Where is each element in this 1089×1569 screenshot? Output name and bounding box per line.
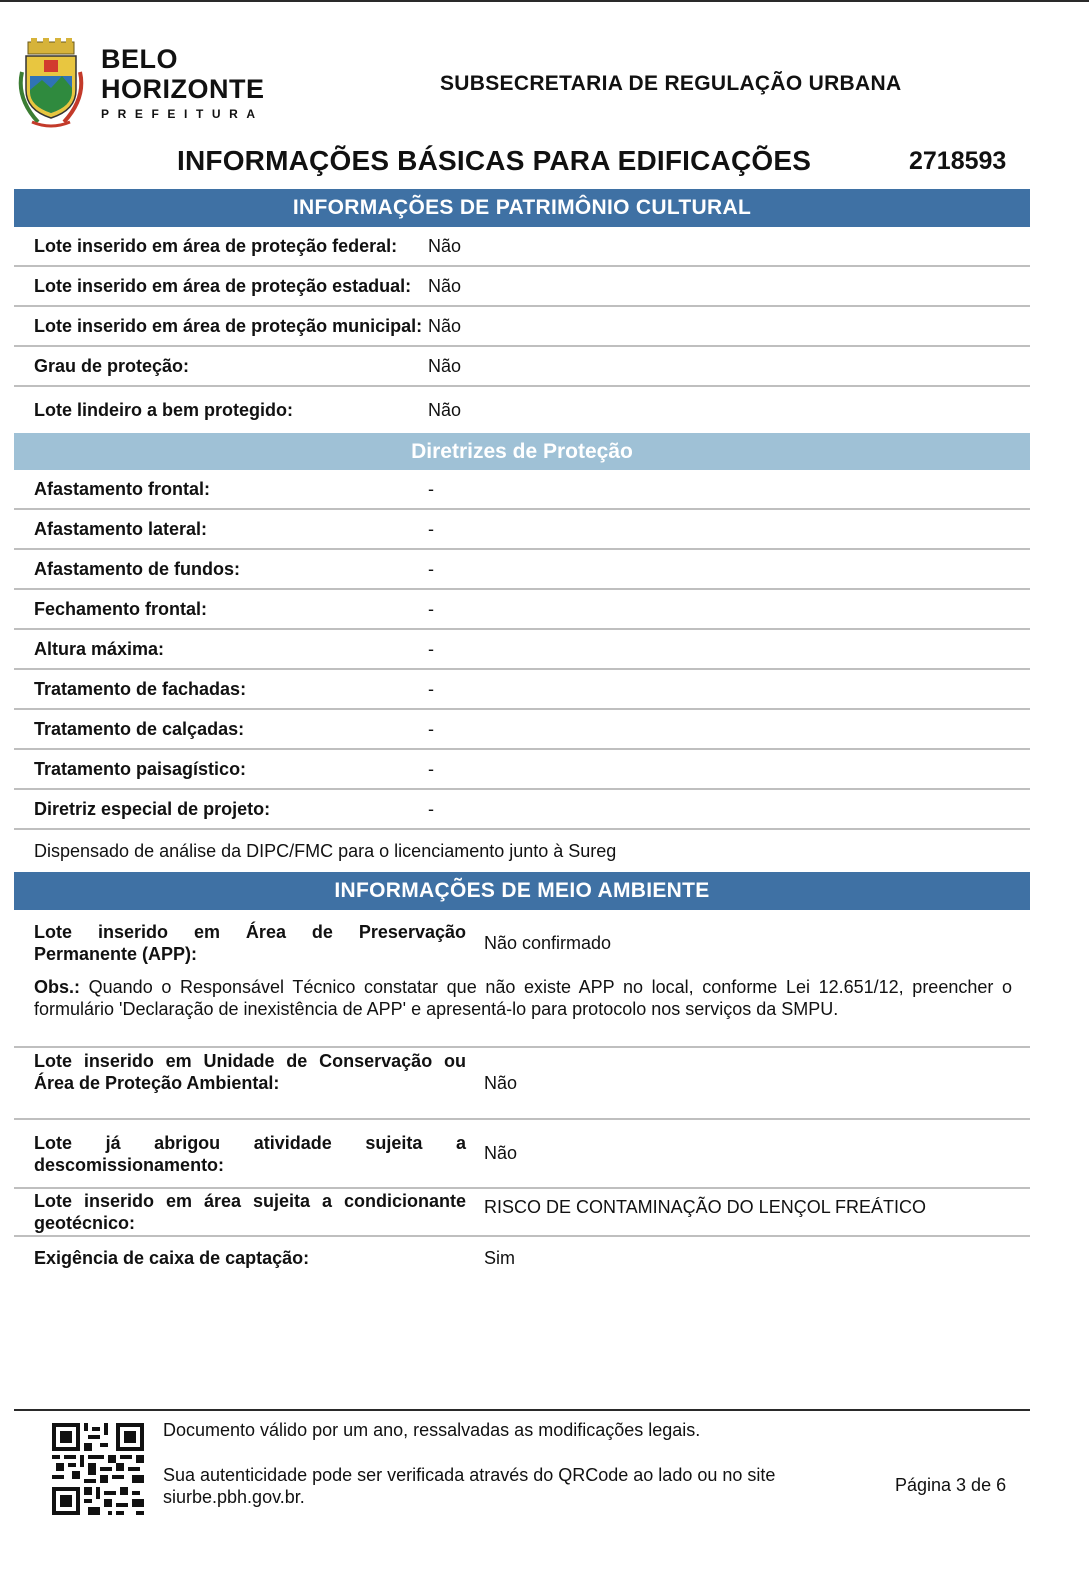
authenticity-notice: Sua autenticidade pode ser verificada através do QRCode ao lado ou no site siurbe.pbh.gov.br. [163,1465,776,1507]
patrimonio-row [14,387,1030,433]
document-number: 2718593 [909,147,1007,175]
row-value: Não [428,315,462,336]
row-value: - [428,518,434,539]
uc-label: Lote inserido em Unidade de Conservação ou Área de Proteção Ambiental: [34,1051,466,1093]
row-label: Grau de proteção: [34,355,190,376]
row-label: Fechamento frontal: [34,598,208,619]
row-value: - [428,598,434,619]
document-title: INFORMAÇÕES BÁSICAS PARA EDIFICAÇÕES [177,145,812,176]
obs-text: Quando o Responsável Técnico constatar que não existe APP no local, conforme Lei 12.651/12, preencher o formulário 'Declaração de inexistência de APP' e apresentá-lo para protocolo nos serviços da SMPU. [34,977,1012,1019]
descom-label: Lote já abrigou atividade sujeita a descomissionamento: [34,1132,466,1175]
obs-prefix: Obs.: [34,977,81,997]
row-label: Tratamento de calçadas: [34,718,245,739]
patrimonio-row [14,307,1030,347]
diretrizes-note: Dispensado de análise da DIPC/FMC para o licenciamento junto à Sureg [34,841,617,861]
uc-value: Não [484,1072,518,1093]
uc-row [14,1048,1030,1118]
section-header-patrimonio: INFORMAÇÕES DE PATRIMÔNIO CULTURAL [14,189,1030,227]
row-value: - [428,478,434,499]
row-value: Não [428,275,462,296]
qr-code-icon[interactable] [52,1423,144,1515]
caixa-captacao-row [14,1237,1030,1279]
row-label: Altura máxima: [34,638,165,659]
caixa-label: Exigência de caixa de captação: [34,1248,310,1268]
footer-divider [14,1409,1030,1411]
row-value: - [428,798,434,819]
row-value: - [428,638,434,659]
row-value: - [428,758,434,779]
geotecnico-row [14,1189,1030,1235]
patrimonio-row [14,347,1030,387]
row-value: - [428,718,434,739]
diretriz-row [14,630,1030,670]
geo-label: Lote inserido em área sujeita a condicionante geotécnico: [34,1191,466,1233]
subsecretaria-title: SUBSECRETARIA DE REGULAÇÃO URBANA [440,72,902,95]
section-header-meio-ambiente: INFORMAÇÕES DE MEIO AMBIENTE [14,872,1030,910]
row-label: Afastamento de fundos: [34,558,241,579]
app-observation [14,966,1030,1039]
patrimonio-row [14,267,1030,307]
descom-value: Não [484,1143,518,1163]
row-value: Não [428,399,462,420]
validity-notice: Documento válido por um ano, ressalvadas as modificações legais. [163,1420,701,1440]
diretriz-row [14,550,1030,590]
section-header-diretrizes: Diretrizes de Proteção [14,433,1030,470]
descomissionamento-row [14,1120,1030,1187]
row-label: Lote inserido em área de proteção federal: [34,235,398,256]
row-value: Não [428,355,462,376]
row-label: Afastamento lateral: [34,518,208,539]
row-value: Não [428,235,462,256]
coat-of-arms-logo-icon [16,38,86,130]
row-label: Tratamento paisagístico: [34,758,247,779]
brand-line-1: BELO [101,44,179,74]
diretriz-row [14,670,1030,710]
patrimonio-row [14,227,1030,267]
brand-line-3: PREFEITURA [101,107,264,121]
row-label: Diretriz especial de projeto: [34,798,271,819]
row-value: - [428,558,434,579]
page-number: Página 3 de 6 [895,1475,1007,1495]
brand-line-2: HORIZONTE [101,74,265,104]
geo-value: RISCO DE CONTAMINAÇÃO DO LENÇOL FREÁTICO [484,1197,927,1217]
app-label: Lote inserido em Área de Preservação Permanente (APP): [34,922,466,964]
diretriz-row [14,790,1030,830]
row-label: Lote inserido em área de proteção municipal: [34,315,423,336]
app-row [14,910,1030,966]
row-label: Lote inserido em área de proteção estadual: [34,275,412,296]
brand-wordmark [101,44,265,121]
document-body [14,189,1030,1279]
diretriz-row [14,510,1030,550]
row-label: Lote lindeiro a bem protegido: [34,399,294,420]
diretriz-row [14,750,1030,790]
page-top-border [0,0,1089,2]
diretriz-row [14,590,1030,630]
caixa-value: Sim [484,1247,515,1268]
app-value: Não confirmado [484,932,612,953]
row-label: Afastamento frontal: [34,478,211,499]
diretriz-row [14,470,1030,510]
row-label: Tratamento de fachadas: [34,678,247,699]
diretriz-row [14,710,1030,750]
row-value: - [428,678,434,699]
